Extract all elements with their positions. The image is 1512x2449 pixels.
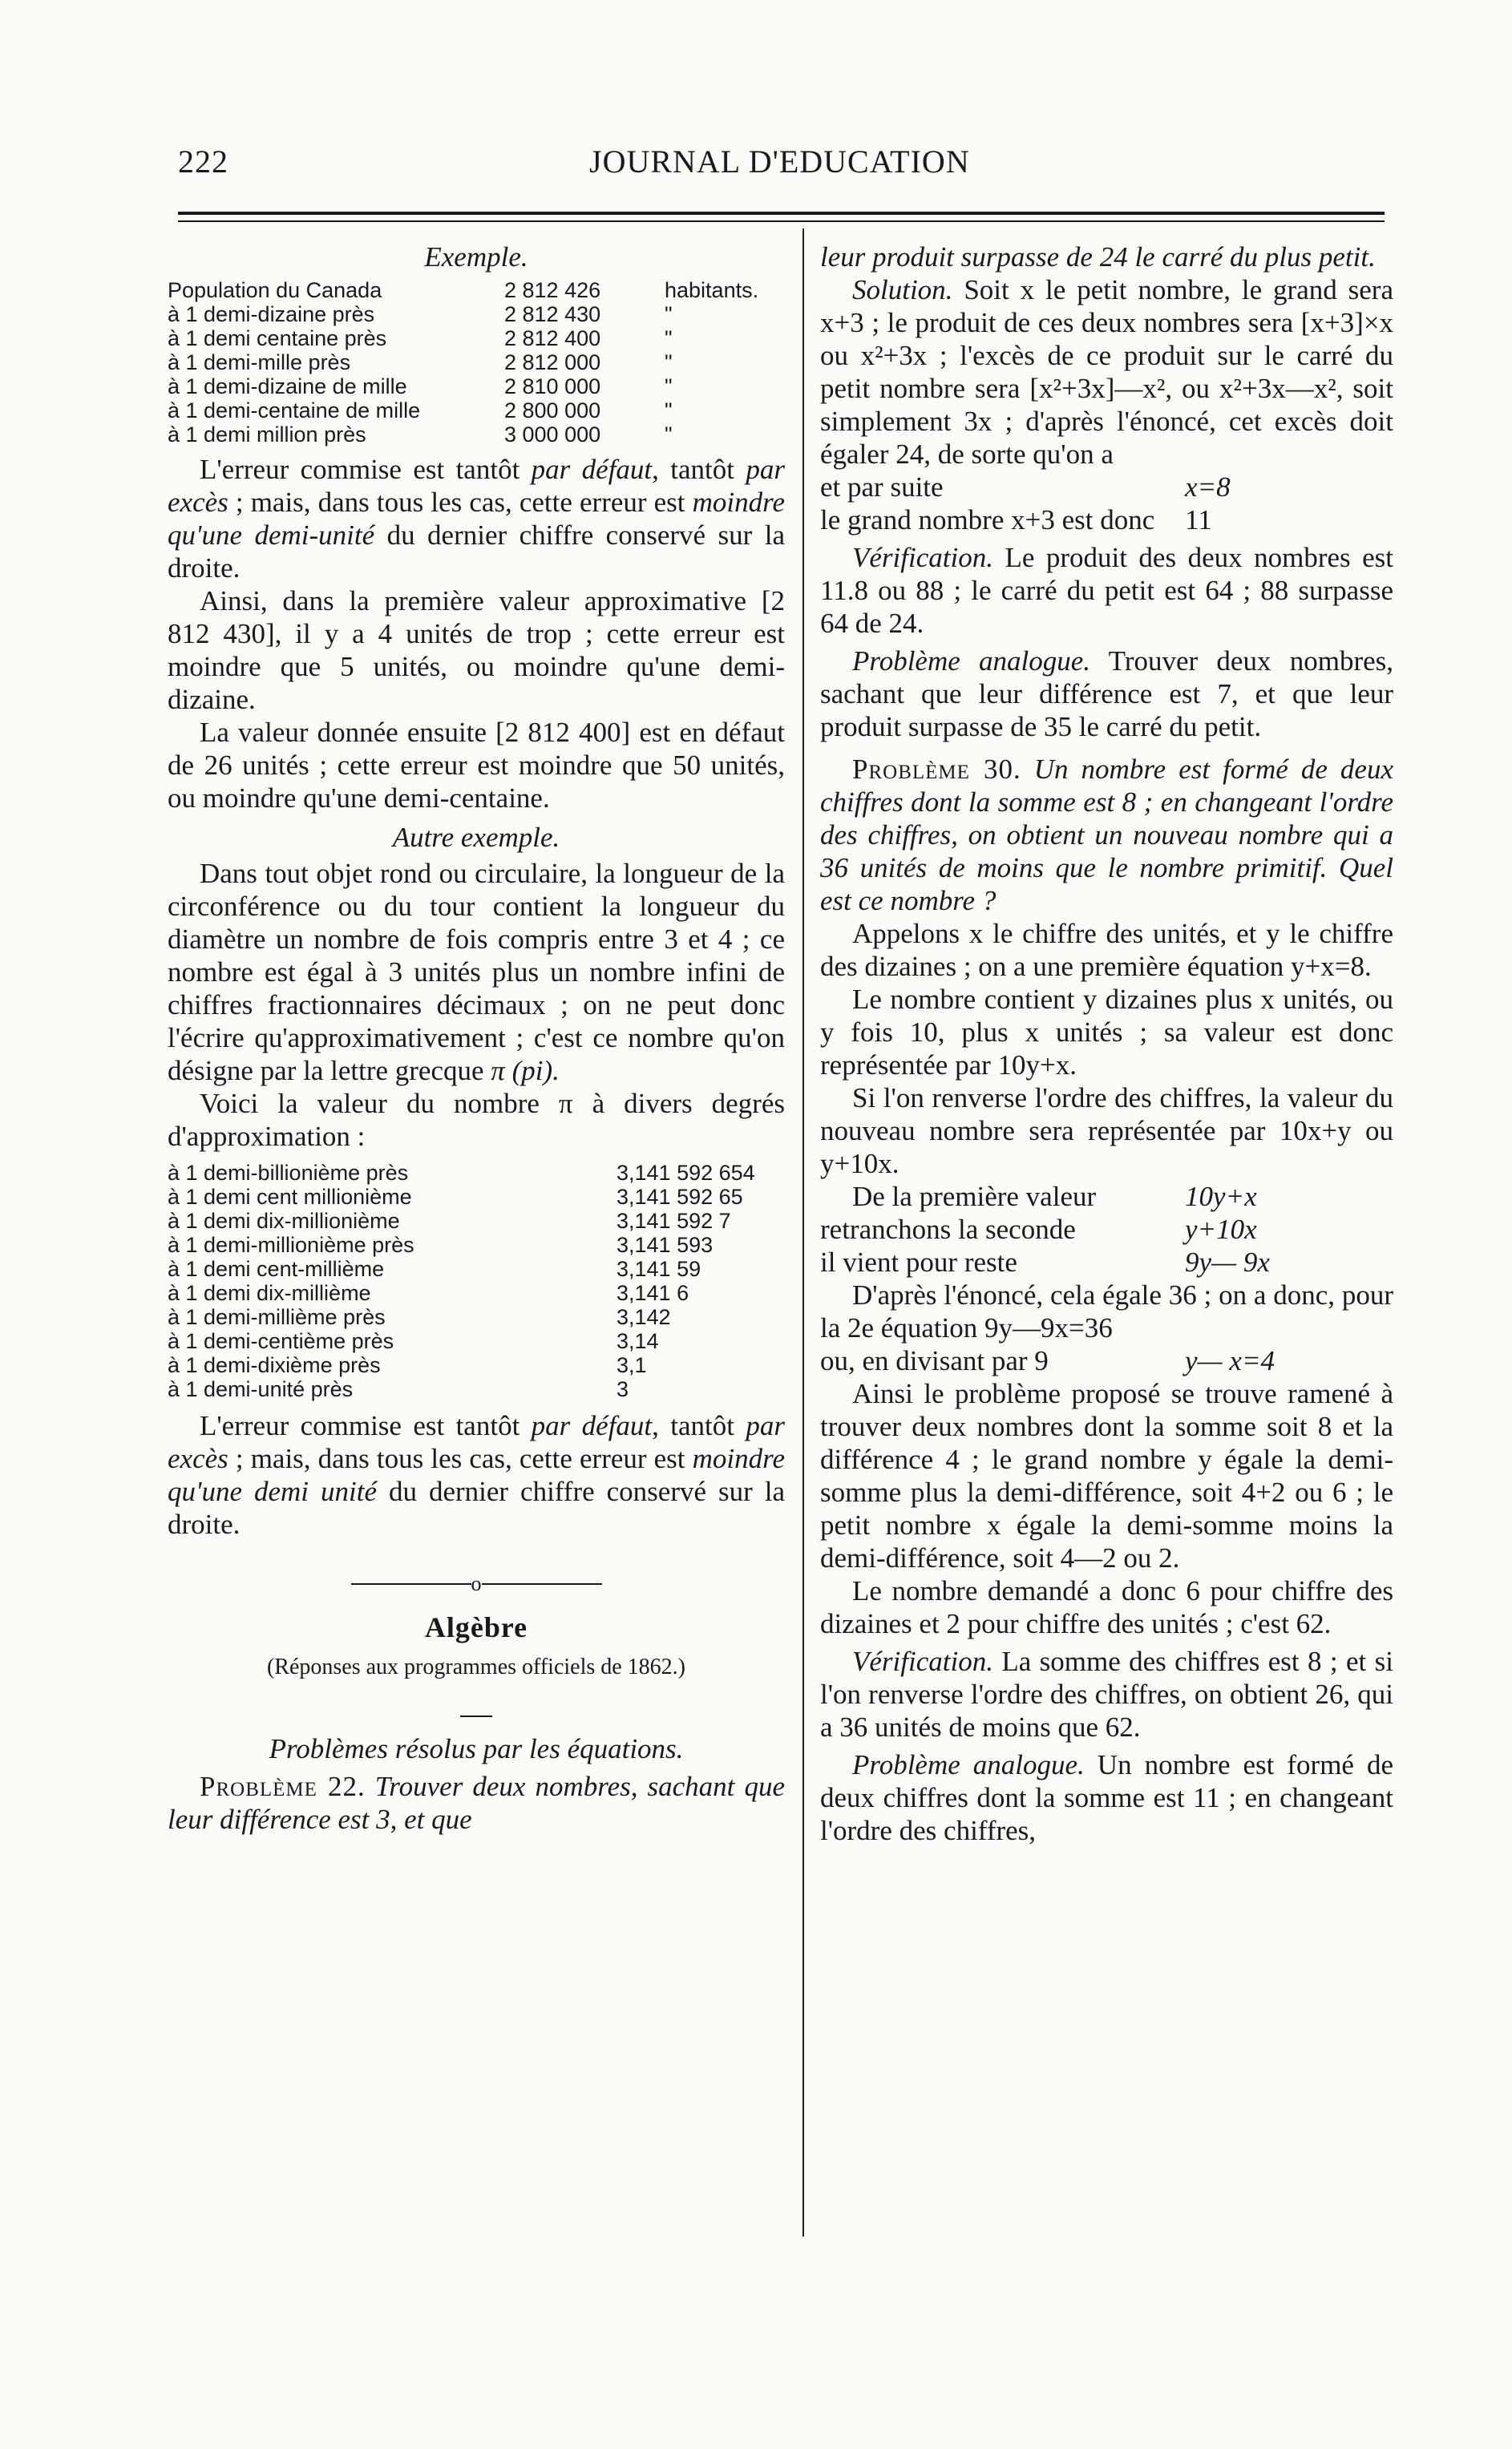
table-cell: à 1 demi dix-millionième (168, 1209, 400, 1233)
equation-rhs: y+10x (1185, 1214, 1257, 1245)
table-cell: à 1 demi-millième près (168, 1305, 386, 1329)
table-cell: " (665, 422, 673, 447)
table-cell: " (665, 398, 673, 422)
table-cell: 3,141 6 (617, 1281, 689, 1305)
paragraph-contient: Le nombre contient y dizaines plus x unités, ou y fois 10, plus x unités ; sa valeur est donc représentée par 10y+x. (820, 984, 1393, 1081)
table-cell: à 1 demi-dizaine de mille (168, 374, 407, 398)
left-column (168, 240, 785, 1836)
equation-lhs: le grand nombre x+3 est donc (820, 504, 1155, 535)
table-cell: à 1 demi cent-millième (168, 1257, 385, 1281)
table-cell: à 1 demi-billionième près (168, 1161, 409, 1185)
right-column (820, 240, 1393, 1847)
analogue-label: Problème analogue. (852, 1749, 1085, 1780)
text-run: Trouver deux nombres, sachant que leur différence est 7, et que leur produit surpasse de 35 le carré du petit. (820, 645, 1394, 742)
table-row (168, 1257, 785, 1281)
table-cell: 3,14 (617, 1329, 659, 1353)
table-row (168, 350, 785, 374)
equation-line (820, 1180, 1393, 1213)
equation-lhs: et par suite (820, 471, 944, 503)
table-row (168, 1377, 785, 1401)
running-head: JOURNAL D'EDUCATION (589, 143, 970, 180)
text-run: L'erreur commise est tantôt (200, 1410, 532, 1441)
table-row (168, 278, 785, 302)
equation-lhs: il vient pour reste (820, 1247, 1017, 1278)
text-run: Le produit des deux nombres est 11.8 ou 88 ; le carré du petit est 64 ; 88 surpasse 64 de 24. (820, 542, 1393, 639)
table-cell: à 1 demi-unité près (168, 1377, 354, 1401)
paragraph-enonce: D'après l'énoncé, cela égale 36 ; on a donc, pour la 2e équation 9y—9x=36 (820, 1279, 1393, 1344)
equation-line (820, 1344, 1393, 1377)
text-run: La somme des chiffres est 8 ; et si l'on renverse l'ordre des chiffres, on obtient 26, qui a 36 unités de moins que 62. (820, 1646, 1393, 1743)
paragraph-valeur: La valeur donnée ensuite [2 812 400] est en défaut de 26 unités ; cette erreur est moindre que 50 unités, ou moindre qu'une demi-centaine. (168, 717, 785, 814)
table-cell: à 1 demi million près (168, 422, 366, 447)
table-cell: 2 812 400 (504, 326, 601, 350)
table-row (168, 422, 785, 447)
table-row (168, 398, 785, 422)
analogue-label: Problème analogue. (852, 645, 1091, 677)
table-cell: 3,141 592 654 (617, 1161, 755, 1185)
text-run-italic: π (pi). (491, 1055, 560, 1086)
problem-text: Trouver deux nombres, sachant que leur différence est 3, et que (168, 1771, 785, 1835)
paragraph-nombre-demande: Le nombre demandé a donc 6 pour chiffre des dizaines et 2 pour chiffre des unités ; c'est 62. (820, 1575, 1393, 1639)
paragraph-ainsi: Ainsi, dans la première valeur approximative [2 812 430], il y a 4 unités de trop ; cette erreur est moindre que 5 unités, ou moindre qu'une demi-dizaine. (168, 585, 785, 715)
table-row (168, 1305, 785, 1329)
table-row (168, 374, 785, 398)
page-number: 222 (178, 143, 228, 180)
table-cell: à 1 demi cent millionième (168, 1185, 412, 1209)
problem-text: Un nombre est formé de deux chiffres dont la somme est 8 ; en changeant l'ordre des chiffres, on obtient un nouveau nombre qui a 36 unités de moins que le nombre primitif. Quel est ce nombre ? (820, 754, 1393, 916)
paragraph-ainsi-probleme: Ainsi le problème proposé se trouve ramené à trouver deux nombres dont la somme soit 8 et la différence 4 ; le grand nombre y égale la demi-somme plus la demi-différence, soit 4+2 ou 6 ; le petit nombre x égale la demi-somme moins la demi-différence, soit 4—2 ou 2. (820, 1378, 1393, 1574)
header-rule (178, 212, 1385, 215)
table-cell: 3,141 592 65 (617, 1185, 743, 1209)
paragraph-renverse: Si l'on renverse l'ordre des chiffres, la valeur du nouveau nombre sera représentée par 10x+y ou y+10x. (820, 1082, 1393, 1179)
table-cell: 3,141 59 (617, 1257, 701, 1281)
table-cell: 3 000 000 (504, 422, 601, 447)
analogue-paragraph (820, 645, 1393, 743)
paragraph-erreur-1 (168, 453, 785, 584)
equation-rhs: y— x=4 (1185, 1345, 1275, 1376)
text-run: Soit x le petit nombre, le grand sera x+3 ; le produit de ces deux nombres sera [x+3]×x ou x²+3x ; l'excès de ce produit sur le carré du petit nombre sera [x²+3x]—x², ou x²+3x—x², soit simplement 3x ; d'après l'énoncé, cet excès doit égaler 24, de sorte qu'on a (820, 274, 1393, 470)
table-cell: à 1 demi-centaine de mille (168, 398, 421, 422)
table-cell: 2 800 000 (504, 398, 601, 422)
text-run: , tantôt (652, 1410, 746, 1441)
text-run-italic: par défaut (531, 1410, 653, 1441)
text-run: L'erreur commise est tantôt (200, 454, 532, 485)
text-run-italic: moindre qu'une demi-unité (168, 487, 785, 551)
text-run: , tantôt (652, 454, 746, 485)
table-cell: à 1 demi-mille près (168, 350, 351, 374)
problem-label: Problème 22. (200, 1771, 366, 1802)
text-run: ; mais, dans tous les cas, cette erreur est (228, 487, 693, 518)
equation-lhs: retranchons la seconde (820, 1214, 1076, 1245)
equation-rhs: 9y— 9x (1185, 1247, 1270, 1278)
problem-30 (820, 753, 1393, 917)
paragraph-voici: Voici la valeur du nombre π à divers degrés d'approximation : (168, 1088, 785, 1152)
problem-22-continued: leur produit surpasse de 24 le carré du plus petit. (820, 241, 1376, 273)
solution-paragraph (820, 273, 1393, 471)
table-cell: " (665, 302, 673, 326)
population-table (168, 278, 785, 447)
table-cell: 3,141 592 7 (617, 1209, 731, 1233)
other-example-heading: Autre exemple. (392, 822, 560, 853)
verification-label: Vérification. (852, 1646, 993, 1677)
table-cell: 2 810 000 (504, 374, 601, 398)
table-cell: à 1 demi-centième près (168, 1329, 394, 1353)
header-rule-thin (178, 220, 1385, 222)
table-cell: " (665, 326, 673, 350)
table-cell: à 1 demi dix-millième (168, 1281, 371, 1305)
paragraph-appelons: Appelons x le chiffre des unités, et y le chiffre des dizaines ; on a une première équation y+x=8. (820, 918, 1393, 982)
table-cell: " (665, 374, 673, 398)
equation-lhs: ou, en divisant par 9 (820, 1345, 1049, 1376)
column-divider (802, 228, 804, 2237)
table-cell: 3 (617, 1377, 629, 1401)
equation-line (820, 1246, 1393, 1279)
table-row (168, 1329, 785, 1353)
table-cell: à 1 demi-dixième près (168, 1353, 381, 1377)
table-cell: 2 812 430 (504, 302, 601, 326)
problem-22 (168, 1770, 785, 1836)
text-run-italic: par défaut (531, 454, 653, 485)
pi-table (168, 1161, 785, 1401)
text-run-italic: par excès (168, 1410, 785, 1474)
text-run: du dernier chiffre conservé sur la droite. (168, 519, 785, 584)
problems-heading: Problèmes résolus par les équations. (269, 1733, 684, 1764)
verification-label: Vérification. (852, 542, 993, 573)
table-row (168, 1353, 785, 1377)
table-row (168, 1209, 785, 1233)
table-cell: " (665, 350, 673, 374)
table-cell: habitants. (665, 278, 759, 302)
paragraph-circonference (168, 857, 785, 1087)
example-heading: Exemple. (424, 241, 528, 273)
analogue-paragraph-2 (820, 1748, 1393, 1847)
table-row (168, 1161, 785, 1185)
table-row (168, 1281, 785, 1305)
table-cell: 2 812 426 (504, 278, 601, 302)
paragraph-erreur-2 (168, 1409, 785, 1541)
text-run-italic: moindre qu'une demi unité (168, 1443, 785, 1507)
equation-rhs: x=8 (1185, 471, 1231, 503)
table-cell: 3,141 593 (617, 1233, 714, 1257)
table-cell: Population du Canada (168, 278, 382, 302)
table-row (168, 1185, 785, 1209)
section-ornament (168, 1565, 785, 1600)
table-row (168, 1233, 785, 1257)
problem-label: Problème 30. (852, 754, 1021, 785)
verification-paragraph (820, 541, 1393, 640)
text-run: Dans tout objet rond ou circulaire, la longueur de la circonférence ou du tour contient la longueur du diamètre un nombre de fois compris entre 3 et 4 ; ce nombre est égal à 3 unités plus un nombre infini de chiffres fractionnaires décimaux ; on ne peut donc l'écrire qu'approximativement ; c'est ce nombre qu'on désigne par la lettre grecque (168, 858, 785, 1086)
equation-rhs: 10y+x (1185, 1181, 1257, 1212)
verification-paragraph-2 (820, 1645, 1393, 1744)
text-run: Un nombre est formé de deux chiffres dont la somme est 11 ; en changeant l'ordre des chiffres, (820, 1749, 1393, 1846)
section-title: Algèbre (424, 1611, 528, 1643)
small-dash (168, 1691, 785, 1724)
equation-line (820, 1213, 1393, 1246)
table-row (168, 302, 785, 326)
equation-line (820, 503, 1393, 536)
equation-rhs: 11 (1185, 504, 1212, 535)
table-cell: 2 812 000 (504, 350, 601, 374)
text-run: du dernier chiffre conservé sur la droite. (168, 1476, 785, 1540)
table-cell: 3,1 (617, 1353, 647, 1377)
equation-lhs: De la première valeur (852, 1181, 1097, 1212)
table-row (168, 326, 785, 350)
solution-label: Solution. (852, 274, 953, 305)
text-run: ; mais, dans tous les cas, cette erreur est (228, 1443, 693, 1474)
equation-line (820, 471, 1393, 503)
section-subtitle: (Réponses aux programmes officiels de 1862.) (266, 1655, 686, 1679)
table-cell: 3,142 (617, 1305, 671, 1329)
ornament-mark: o (471, 1572, 482, 1595)
table-cell: à 1 demi-millionième près (168, 1233, 414, 1257)
table-cell: à 1 demi centaine près (168, 326, 387, 350)
table-cell: à 1 demi-dizaine près (168, 302, 375, 326)
text-run-italic: par excès (168, 454, 785, 518)
